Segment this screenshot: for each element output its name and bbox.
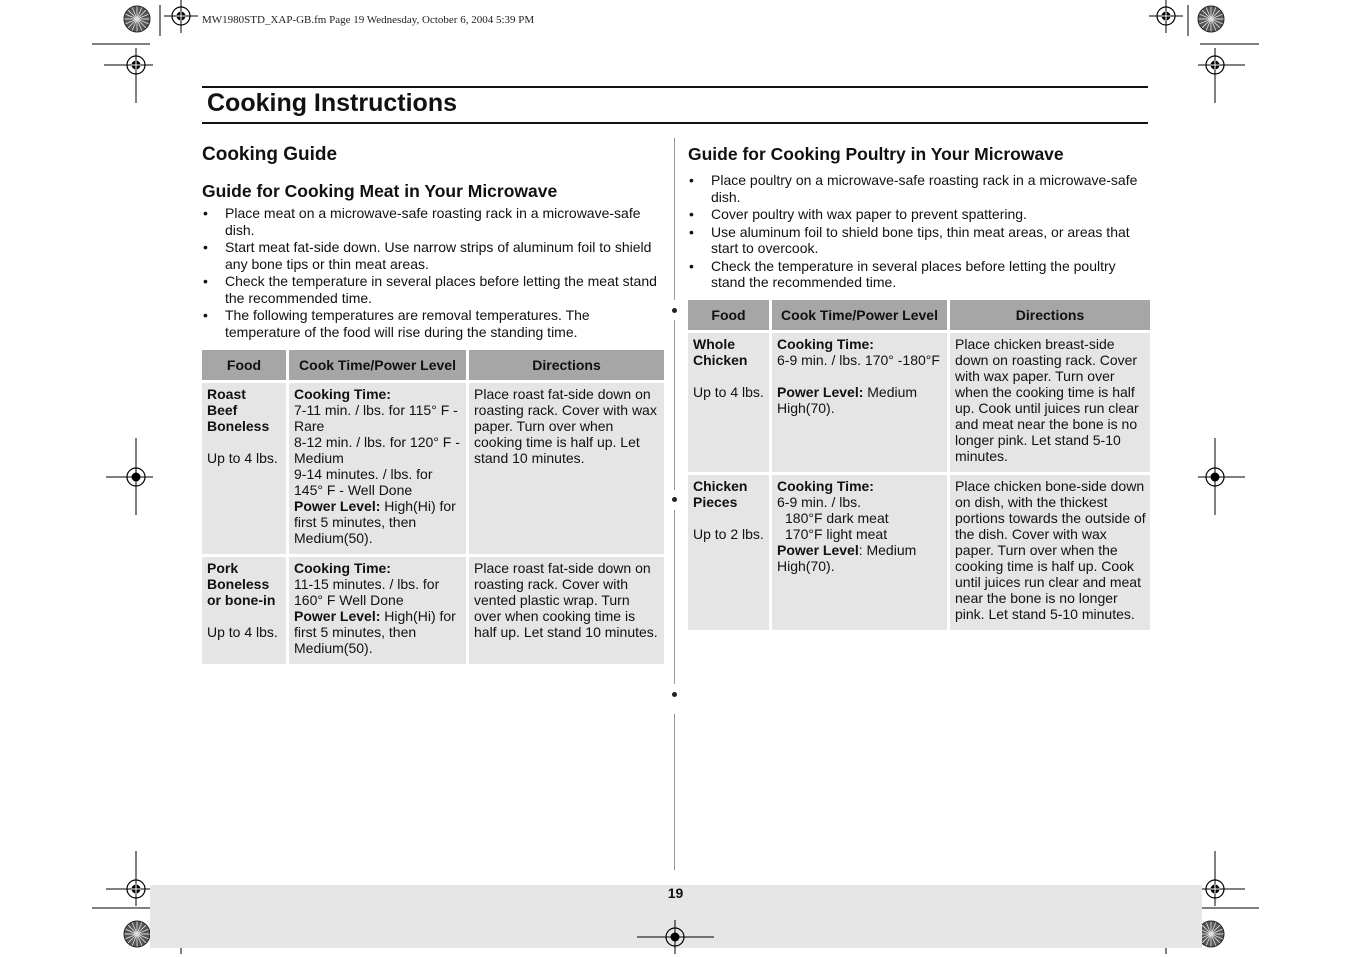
divider-dot xyxy=(672,308,677,313)
food-cell xyxy=(688,333,769,472)
food-name: Beef xyxy=(207,402,238,418)
poultry-guide-heading: Guide for Cooking Poultry in Your Microwave xyxy=(688,144,1064,164)
cooking-time-line: 7-11 min. / lbs. for 115° F - Rare xyxy=(294,402,458,434)
cook-time-cell xyxy=(289,383,466,554)
list-item: • Check the temperature in several places before letting the poultry stand the recommended time. xyxy=(688,258,1148,291)
food-name: Pork xyxy=(207,560,239,576)
cooking-time-line: 170°F light meat xyxy=(785,526,888,542)
food-cell xyxy=(688,475,769,630)
power-level-value: : Medium High(70). xyxy=(777,542,917,574)
cooking-time-label: Cooking Time: xyxy=(294,386,391,402)
cooking-time-line: 11-15 minutes. / lbs. for 160° F Well Done xyxy=(294,576,440,608)
food-name: Chicken xyxy=(693,352,748,368)
divider-gap xyxy=(673,684,676,714)
poultry-bullet-list xyxy=(688,172,1148,292)
food-name: Whole xyxy=(693,336,735,352)
cooking-time-label: Cooking Time: xyxy=(777,478,874,494)
directions-cell: Place chicken bone-side down on dish, with the thickest portions towards the outside of the dish. Cover with wax paper. Turn over when the cooking time is half up. Cook until juices run clear and meat near the bone is no longer pink. Let stand 5-10 minutes. xyxy=(950,475,1150,630)
cooking-guide-heading: Cooking Guide xyxy=(202,144,338,165)
power-level-label: Power Level: xyxy=(294,608,381,624)
food-weight: Up to 4 lbs. xyxy=(693,384,764,400)
food-name: Chicken xyxy=(693,478,748,494)
cooking-time-line: 8-12 min. / lbs. for 120° F - Medium xyxy=(294,434,460,466)
page-number: 19 xyxy=(667,885,684,901)
divider-dot xyxy=(672,497,677,502)
list-item: • Use aluminum foil to shield bone tips, thin meat areas, or areas that start to overcook. xyxy=(688,224,1148,257)
title-rule-bottom xyxy=(202,122,1148,124)
column-header-cook-time: Cook Time/Power Level xyxy=(772,300,947,330)
cooking-time-line: 9-14 minutes. / lbs. for 145° F - Well Done xyxy=(294,466,433,498)
list-item: • The following temperatures are removal temperatures. The temperature of the food will rise during the standing time. xyxy=(202,307,664,340)
table-header-row xyxy=(688,300,1150,330)
file-header: MW1980STD_XAP-GB.fm Page 19 Wednesday, October 6, 2004 5:39 PM xyxy=(202,14,535,26)
title-rule-top xyxy=(202,86,1148,88)
directions-cell: Place roast fat-side down on roasting rack. Cover with wax paper. Turn over when cooking time is half up. Let stand 10 minutes. xyxy=(469,383,664,554)
cooking-time-line: 6-9 min. / lbs. 170° -180°F xyxy=(777,352,940,368)
poultry-table xyxy=(685,297,1153,633)
power-level-label: Power Level: xyxy=(294,498,381,514)
cook-time-cell xyxy=(772,333,947,472)
table-row xyxy=(688,475,1150,630)
food-cell xyxy=(202,383,286,554)
column-header-cook-time: Cook Time/Power Level xyxy=(289,350,466,380)
column-header-food: Food xyxy=(202,350,286,380)
table-row xyxy=(688,333,1150,472)
cook-time-cell xyxy=(289,557,466,664)
list-item: • Check the temperature in several places before letting the meat stand the recommended time. xyxy=(202,273,664,306)
food-weight: Up to 4 lbs. xyxy=(207,624,278,640)
cook-time-cell xyxy=(772,475,947,630)
column-header-food: Food xyxy=(688,300,769,330)
table-row xyxy=(202,557,664,664)
food-name: or bone-in xyxy=(207,592,276,608)
cooking-time-label: Cooking Time: xyxy=(777,336,874,352)
food-name: Boneless xyxy=(207,418,270,434)
meat-table xyxy=(199,347,667,667)
power-level-label: Power Level xyxy=(777,542,859,558)
power-level-value: Medium High(70). xyxy=(777,384,918,416)
page-title: Cooking Instructions xyxy=(207,89,457,117)
food-weight: Up to 4 lbs. xyxy=(207,450,278,466)
food-weight: Up to 2 lbs. xyxy=(693,526,764,542)
directions-cell: Place chicken breast-side down on roasting rack. Cover with wax paper. Turn over when the cooking time is half up. Cook until juices run clear and meat near the bone is no longer pink. Let stand 5-10 minutes. xyxy=(950,333,1150,472)
directions-cell: Place roast fat-side down on roasting rack. Cover with vented plastic wrap. Turn over when cooking time is half up. Let stand 10 minutes. xyxy=(469,557,664,664)
meat-bullet-list xyxy=(202,205,664,341)
cooking-time-label: Cooking Time: xyxy=(294,560,391,576)
cooking-time-line: 180°F dark meat xyxy=(785,510,889,526)
power-level-value: High(Hi) for first 5 minutes, then Medium(50). xyxy=(294,608,456,656)
column-header-directions: Directions xyxy=(950,300,1150,330)
list-item: • Place meat on a microwave-safe roasting rack in a microwave-safe dish. xyxy=(202,205,664,238)
food-name: Boneless xyxy=(207,576,270,592)
bottom-center-target-icon xyxy=(635,917,715,957)
list-item: • Cover poultry with wax paper to prevent spattering. xyxy=(688,206,1148,223)
food-name: Pieces xyxy=(693,494,738,510)
list-item: • Place poultry on a microwave-safe roasting rack in a microwave-safe dish. xyxy=(688,172,1148,205)
table-row xyxy=(202,383,664,554)
power-level-value: High(Hi) for first 5 minutes, then Medium(50). xyxy=(294,498,456,546)
food-name: Roast xyxy=(207,386,246,402)
power-level-label: Power Level: xyxy=(777,384,864,400)
list-item: • Start meat fat-side down. Use narrow strips of aluminum foil to shield any bone tips or thin meat areas. xyxy=(202,239,664,272)
divider-dot xyxy=(672,692,677,697)
table-header-row xyxy=(202,350,664,380)
meat-guide-heading: Guide for Cooking Meat in Your Microwave xyxy=(202,181,558,201)
cooking-time-line: 6-9 min. / lbs. xyxy=(777,494,862,510)
food-cell xyxy=(202,557,286,664)
column-header-directions: Directions xyxy=(469,350,664,380)
